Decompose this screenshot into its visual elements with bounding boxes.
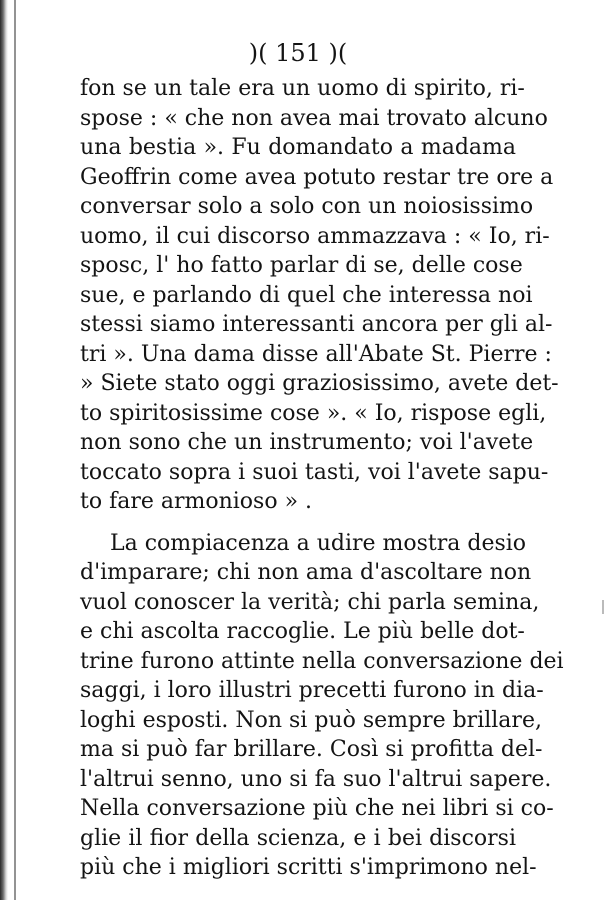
text-line: sposc, l' ho fatto parlar di se, delle cose [80, 253, 523, 278]
paragraph-1 [80, 74, 559, 517]
text-line: Nella conversazione più che nei libri si co- [80, 796, 554, 821]
text-line: una bestia ». Fu domandato a madama [80, 135, 516, 160]
text-line: Geoffrin come avea potuto restar tre ore a [80, 164, 554, 190]
text-line: saggi, i loro illustri precetti furono in dia- [80, 678, 544, 703]
page-number: )( 151 )( [248, 39, 348, 67]
text-line: ma si può far brillare. Così si profitta del- [80, 737, 543, 762]
text-line: trine furono attinte nella conversazione dei [80, 648, 564, 674]
text-line: l'altrui senno, uno si fa suo l'altrui sapere. [80, 766, 552, 792]
text-line: sue, e parlando di quel che interessa noi [80, 282, 533, 308]
text-line: uomo, il cui discorso ammazzava : « Io, ri- [80, 223, 550, 249]
text-line: » Siete stato oggi graziosissimo, avete det- [80, 371, 559, 396]
text-line: tri ». Una dama disse all'Abate St. Pierre : [80, 341, 552, 367]
book-page [80, 36, 564, 883]
scan-speck [602, 600, 604, 614]
text-line: toccato sopra i suoi tasti, voi l'avete sapu- [80, 459, 549, 485]
text-line: spose : « che non avea mai trovato alcuno [80, 105, 548, 131]
paragraph-gap [80, 517, 516, 529]
scan-binding-line [14, 0, 16, 900]
text-line: to spiritosissime cose ». « Io, rispose egli, [80, 400, 547, 426]
text-line: e chi ascolta raccoglie. Le più belle dot- [80, 619, 525, 644]
text-line: loghi esposti. Non si può sempre brillare, [80, 707, 542, 733]
text-line: fon se un tale era un uomo di spirito, ri- [80, 76, 525, 101]
text-line: to fare armonioso » . [80, 489, 313, 514]
text-line: stessi siamo interessanti ancora per gli al- [80, 312, 553, 337]
scan-left-edge-shadow [0, 0, 8, 900]
text-line: La compiacenza a udire mostra desio [110, 530, 527, 556]
text-line: più che i migliori scritti s'imprimono nel- [80, 855, 537, 880]
text-line: vuol conoscer la verità; chi parla semina, [80, 589, 540, 615]
text-line: conversar solo a solo con un noiosissimo [80, 194, 534, 219]
text-line: d'imparare; chi non ama d'ascoltare non [80, 560, 532, 585]
text-line: non sono che un instrumento; voi l'avete [80, 430, 534, 455]
text-line: glie il fior della scienza, e i bei discorsi [80, 825, 516, 851]
paragraph-2 [80, 529, 564, 883]
